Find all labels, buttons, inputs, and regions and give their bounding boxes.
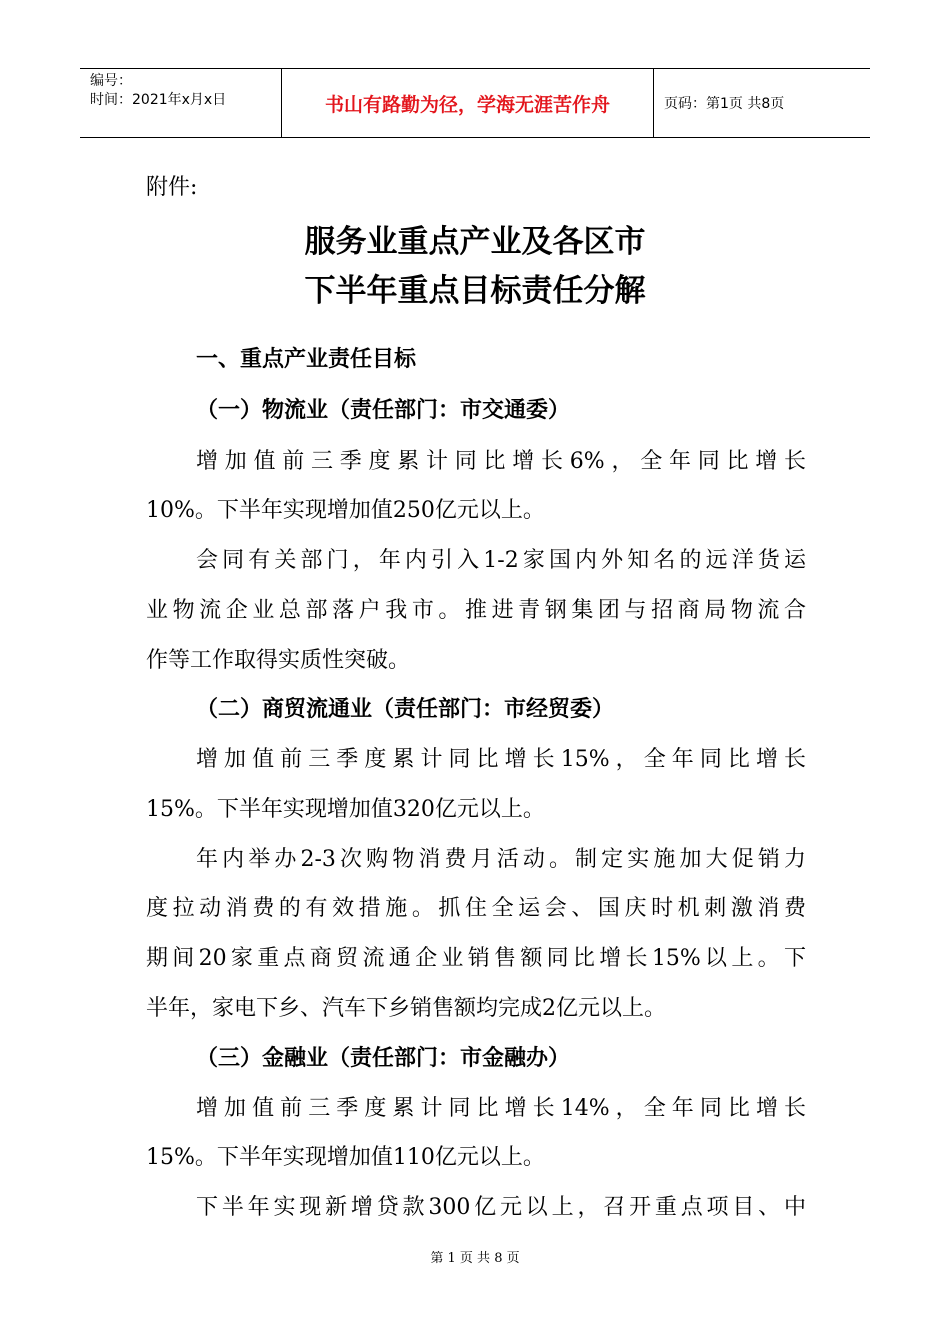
logistics-p2-line2: 业物流企业总部落户我市。推进青钢集团与招商局物流合 xyxy=(146,598,806,623)
document-header xyxy=(80,68,870,138)
page-footer: 第 1 页 共 8 页 xyxy=(430,1251,520,1266)
logistics-p2-line3: 作等工作取得实质性突破。 xyxy=(146,648,411,673)
logistics-p1-line2: 10%。下半年实现增加值250亿元以上。 xyxy=(146,498,545,523)
logistics-p1-line1: 增加值前三季度累计同比增长6%，全年同比增长 xyxy=(196,449,806,474)
finance-heading: （三）金融业（责任部门：市金融办） xyxy=(196,1046,571,1071)
section-heading: 一、重点产业责任目标 xyxy=(196,347,417,372)
commerce-p2-line1: 年内举办2-3次购物消费月活动。制定实施加大促销力 xyxy=(196,847,806,872)
page-title-line1: 服务业重点产业及各区市 xyxy=(304,224,646,260)
finance-p1-line2: 15%。下半年实现增加值110亿元以上。 xyxy=(146,1145,545,1170)
commerce-p2-line4: 半年，家电下乡、汽车下乡销售额均完成2亿元以上。 xyxy=(146,996,666,1021)
commerce-p2-line2: 度拉动消费的有效措施。抓住全运会、国庆时机刺激消费 xyxy=(146,896,806,921)
finance-p2-line1: 下半年实现新增贷款300亿元以上，召开重点项目、中 xyxy=(196,1195,806,1220)
header-motto: 书山有路勤为径，学海无涯苦作舟 xyxy=(282,69,654,137)
page-title-line2: 下半年重点目标责任分解 xyxy=(304,273,646,309)
commerce-heading: （二）商贸流通业（责任部门：市经贸委） xyxy=(196,697,615,722)
number-label: 编号： xyxy=(90,73,132,89)
commerce-p2-line3: 期间20家重点商贸流通企业销售额同比增长15%以上。下 xyxy=(146,946,806,971)
commerce-p1-line1: 增加值前三季度累计同比增长15%，全年同比增长 xyxy=(196,747,806,772)
logistics-heading: （一）物流业（责任部门：市交通委） xyxy=(196,398,571,423)
finance-p1-line1: 增加值前三季度累计同比增长14%，全年同比增长 xyxy=(196,1096,806,1121)
header-meta xyxy=(80,69,282,137)
attachment-label: 附件: xyxy=(146,175,198,200)
commerce-p1-line2: 15%。下半年实现增加值320亿元以上。 xyxy=(146,797,545,822)
header-page-info: 页码：第1页 共8页 xyxy=(664,96,785,112)
date-label: 时间：2021年x月x日 xyxy=(90,92,227,108)
logistics-p2-line1: 会同有关部门，年内引入1-2家国内外知名的远洋货运 xyxy=(196,548,806,573)
